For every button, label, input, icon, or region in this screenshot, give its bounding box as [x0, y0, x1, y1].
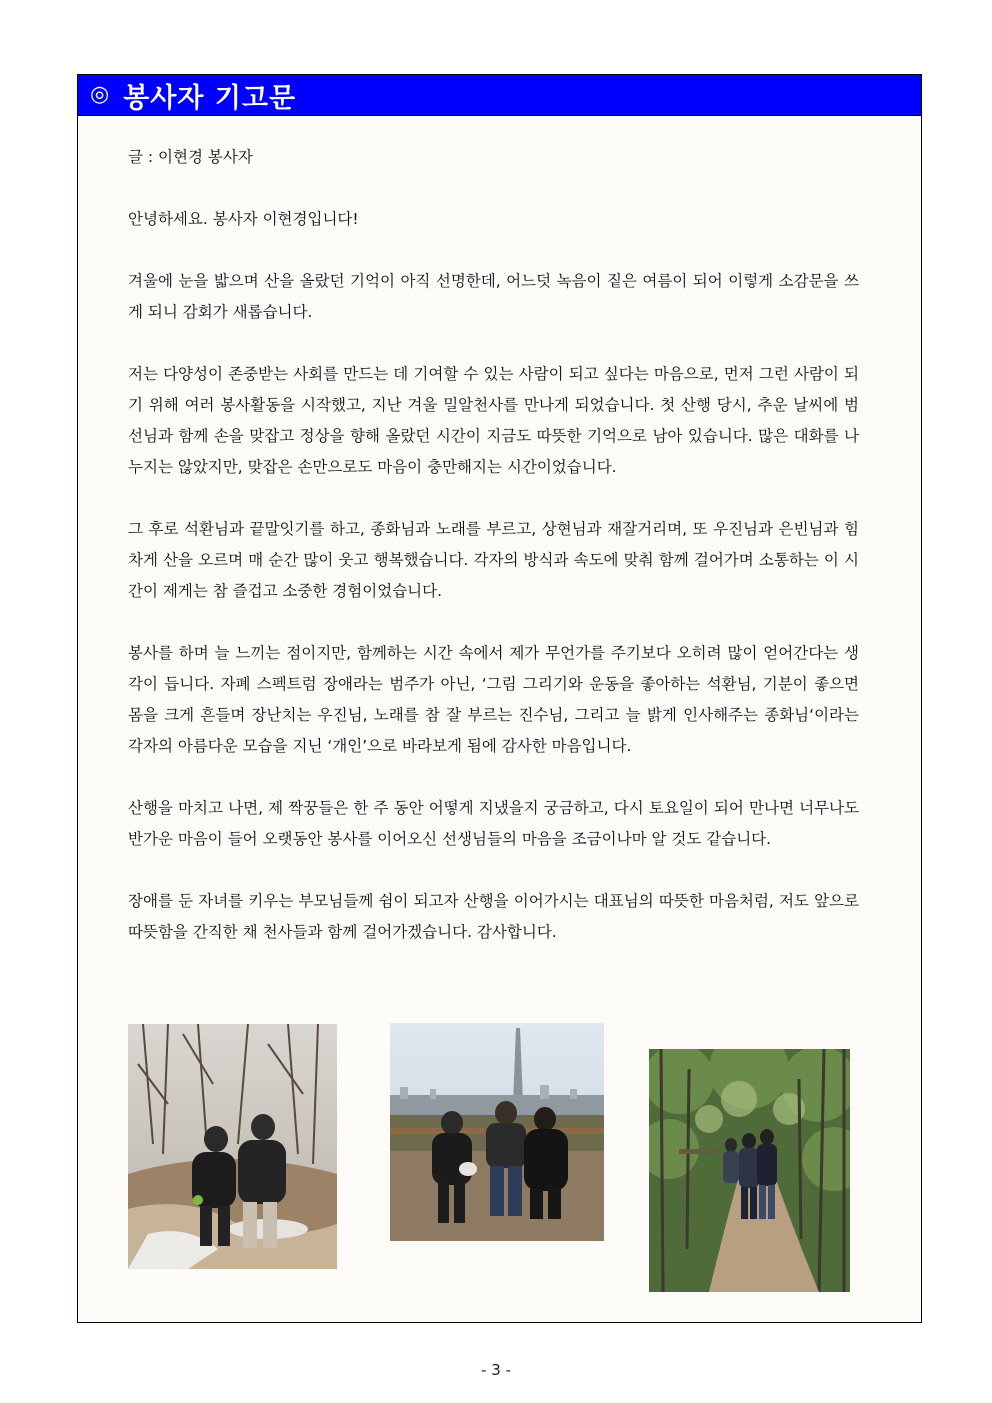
byline: 글 : 이현경 봉사자 [128, 148, 253, 166]
bullet-circle-icon: ◎ [90, 82, 110, 107]
section-title: 봉사자 기고문 [123, 82, 297, 114]
photo-winter-hike [128, 1024, 337, 1269]
section-header [77, 74, 922, 116]
photo-city-lookout [390, 1023, 604, 1241]
page-number: - 3 - [481, 1361, 511, 1379]
paragraph-2: 저는 다양성이 존중받는 사회를 만드는 데 기여할 수 있는 사람이 되고 싶다는 마음으로, 먼저 그런 사람이 되기 위해 여러 봉사활동을 시작했고, 지난 겨울 밀알천사를 만나게 되었습니다. 첫 산행 당시, 추운 날씨에 범선님과 함께 손을 맞잡고 정상을 향해 올랐던 시간이 지금도 따뜻한 기억으로 남아 있습니다. 많은 대화를 나누지는 않았지만, 맞잡은 손만으로도 마음이 충만해지는 시간이었습니다. [128, 365, 859, 476]
article-body [128, 142, 859, 979]
paragraph-6: 장애를 둔 자녀를 키우는 부모님들께 쉼이 되고자 산행을 이어가시는 대표님의 따뜻한 마음처럼, 저도 앞으로 따뜻함을 간직한 채 천사들과 함께 걸어가겠습니다. 감사합니다. [128, 892, 859, 941]
paragraph-3: 그 후로 석환님과 끝말잇기를 하고, 종화님과 노래를 부르고, 상현님과 재잘거리며, 또 우진님과 은빈님과 힘차게 산을 오르며 매 순간 많이 웃고 행복했습니다. 각자의 방식과 속도에 맞춰 함께 걸어가며 소통하는 이 시간이 제게는 참 즐겁고 소중한 경험이었습니다. [128, 520, 859, 600]
photo-forest-trail [649, 1049, 850, 1292]
paragraph-4: 봉사를 하며 늘 느끼는 점이지만, 함께하는 시간 속에서 제가 무언가를 주기보다 오히려 많이 얻어간다는 생각이 듭니다. 자폐 스펙트럼 장애라는 범주가 아닌, ‘그림 그리기와 운동을 좋아하는 석환님, 기분이 좋으면 몸을 크게 흔들며 장난치는 우진님, 노래를 참 잘 부르는 진수님, 그리고 늘 밝게 인사해주는 종화님‘이라는 각자의 아름다운 모습을 지닌 ‘개인’으로 바라보게 됨에 감사한 마음입니다. [128, 644, 859, 755]
paragraph-5: 산행을 마치고 나면, 제 짝꿍들은 한 주 동안 어떻게 지냈을지 궁금하고, 다시 토요일이 되어 만나면 너무나도 반가운 마음이 들어 오랫동안 봉사를 이어오신 선생님들의 마음을 조금이나마 알 것도 같습니다. [128, 799, 859, 848]
greeting: 안녕하세요. 봉사자 이현경입니다! [128, 210, 359, 228]
paragraph-1: 겨울에 눈을 밟으며 산을 올랐던 기억이 아직 선명한데, 어느덧 녹음이 짙은 여름이 되어 이렇게 소감문을 쓰게 되니 감회가 새롭습니다. [128, 272, 859, 321]
